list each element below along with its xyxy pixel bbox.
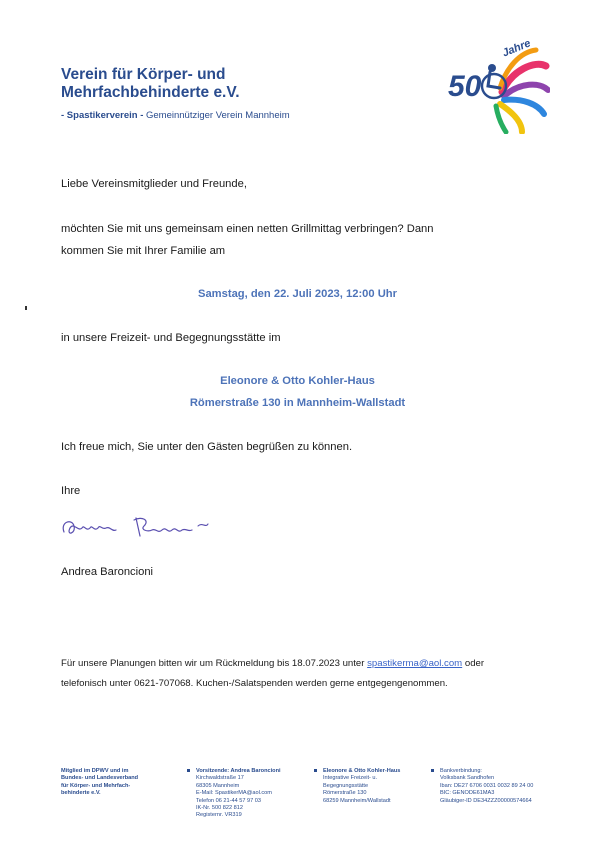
footer-chair-line: Kirchwaldstraße 17 [196,775,244,782]
footer-bank-line: Volksbank Sandhofen [440,775,495,782]
footer-bank-line: Iban: DE27 6706 0031 0032 89 24 00 [440,782,534,789]
greeting: Liebe Vereinsmitglieder und Freunde, [61,178,247,190]
stray-mark [25,306,27,310]
organization-subtitle-bold: - Spastikerverein - [61,110,144,121]
rsvp-note-suffix: oder [462,658,485,669]
location-intro: in unsere Freizeit- und Begegnungsstätte im [61,332,281,344]
footer-bank-line: Bankverbindung: [440,768,482,774]
footer-venue-line: Begegnungsstätte [323,782,369,789]
venue-address: Römerstraße 130 in Mannheim-Wallstadt [189,397,406,409]
footer-bank [440,768,533,805]
rsvp-note-line1 [61,658,484,669]
footer-membership-line: Bundes- und Landesverband [61,775,139,782]
anniversary-logo [440,30,550,134]
organization-name-line2: Mehrfachbehinderte e.V. [61,84,240,101]
footer-bullet [187,769,190,772]
rsvp-note-line2: telefonisch unter 0621-707068. Kuchen-/Salatspenden werden gerne entgegengenommen. [61,678,448,689]
sign-off: Ihre [61,485,81,497]
footer-chair-line: Registernr. VR319 [196,812,242,819]
invitation-line2: kommen Sie mit Ihrer Familie am [61,245,226,257]
rsvp-note-prefix: Für unsere Planungen bitten wir um Rückmeldung bis 18.07.2023 unter [61,658,368,669]
footer-venue-line: 68259 Mannheim/Wallstadt [323,797,391,804]
organization-name [61,66,391,102]
event-date: Samstag, den 22. Juli 2023, 12:00 Uhr [198,288,397,300]
footer-bullet [431,769,434,772]
handwritten-signature [58,510,218,544]
footer-venue [323,768,400,805]
footer-membership-line: für Körper- und Mehrfach- [61,782,131,789]
logo-number: 50 [448,70,482,103]
footer-chair-line: Telefon 06 21-44 57 97 03 [196,797,262,804]
email-link[interactable]: spastikerma@aol.com [367,658,463,669]
footer-membership [61,768,138,798]
footer-bank-line: Gläubiger-ID DE34ZZZ00000574664 [440,797,532,804]
footer-chair [196,768,281,820]
footer-chair-line: E-Mail: SpastikerMA@aol.com [196,790,272,797]
footer-venue-line: Eleonore & Otto Kohler-Haus [323,768,401,774]
signer-name: Andrea Baroncioni [61,566,154,578]
closing-sentence: Ich freue mich, Sie unter den Gästen begrüßen zu können. [61,441,353,453]
venue-name: Eleonore & Otto Kohler-Haus [220,375,375,387]
footer-venue-line: Integrative Freizeit- u. [323,775,378,782]
organization-subtitle [61,110,290,121]
organization-name-line1: Verein für Körper- und [61,66,226,83]
footer-membership-line: Mitglied im DPWV und im [61,768,129,774]
footer-bullet [314,769,317,772]
footer-chair-line: 68305 Mannheim [196,782,240,789]
footer-venue-line: Römerstraße 130 [323,790,367,797]
logo-word: Jahre [500,37,533,60]
footer-chair-line: IK-Nr. 500 822 812 [196,805,243,812]
organization-subtitle-rest: Gemeinnütziger Verein Mannheim [143,110,290,121]
footer-membership-line: behinderte e.V. [61,790,101,797]
footer-bank-line: BIC: GENODE61MA3 [440,790,495,797]
footer-chair-line: Vorsitzende: Andrea Baroncioni [196,768,281,774]
invitation-line1: möchten Sie mit uns gemeinsam einen netten Grillmittag verbringen? Dann [61,223,434,235]
